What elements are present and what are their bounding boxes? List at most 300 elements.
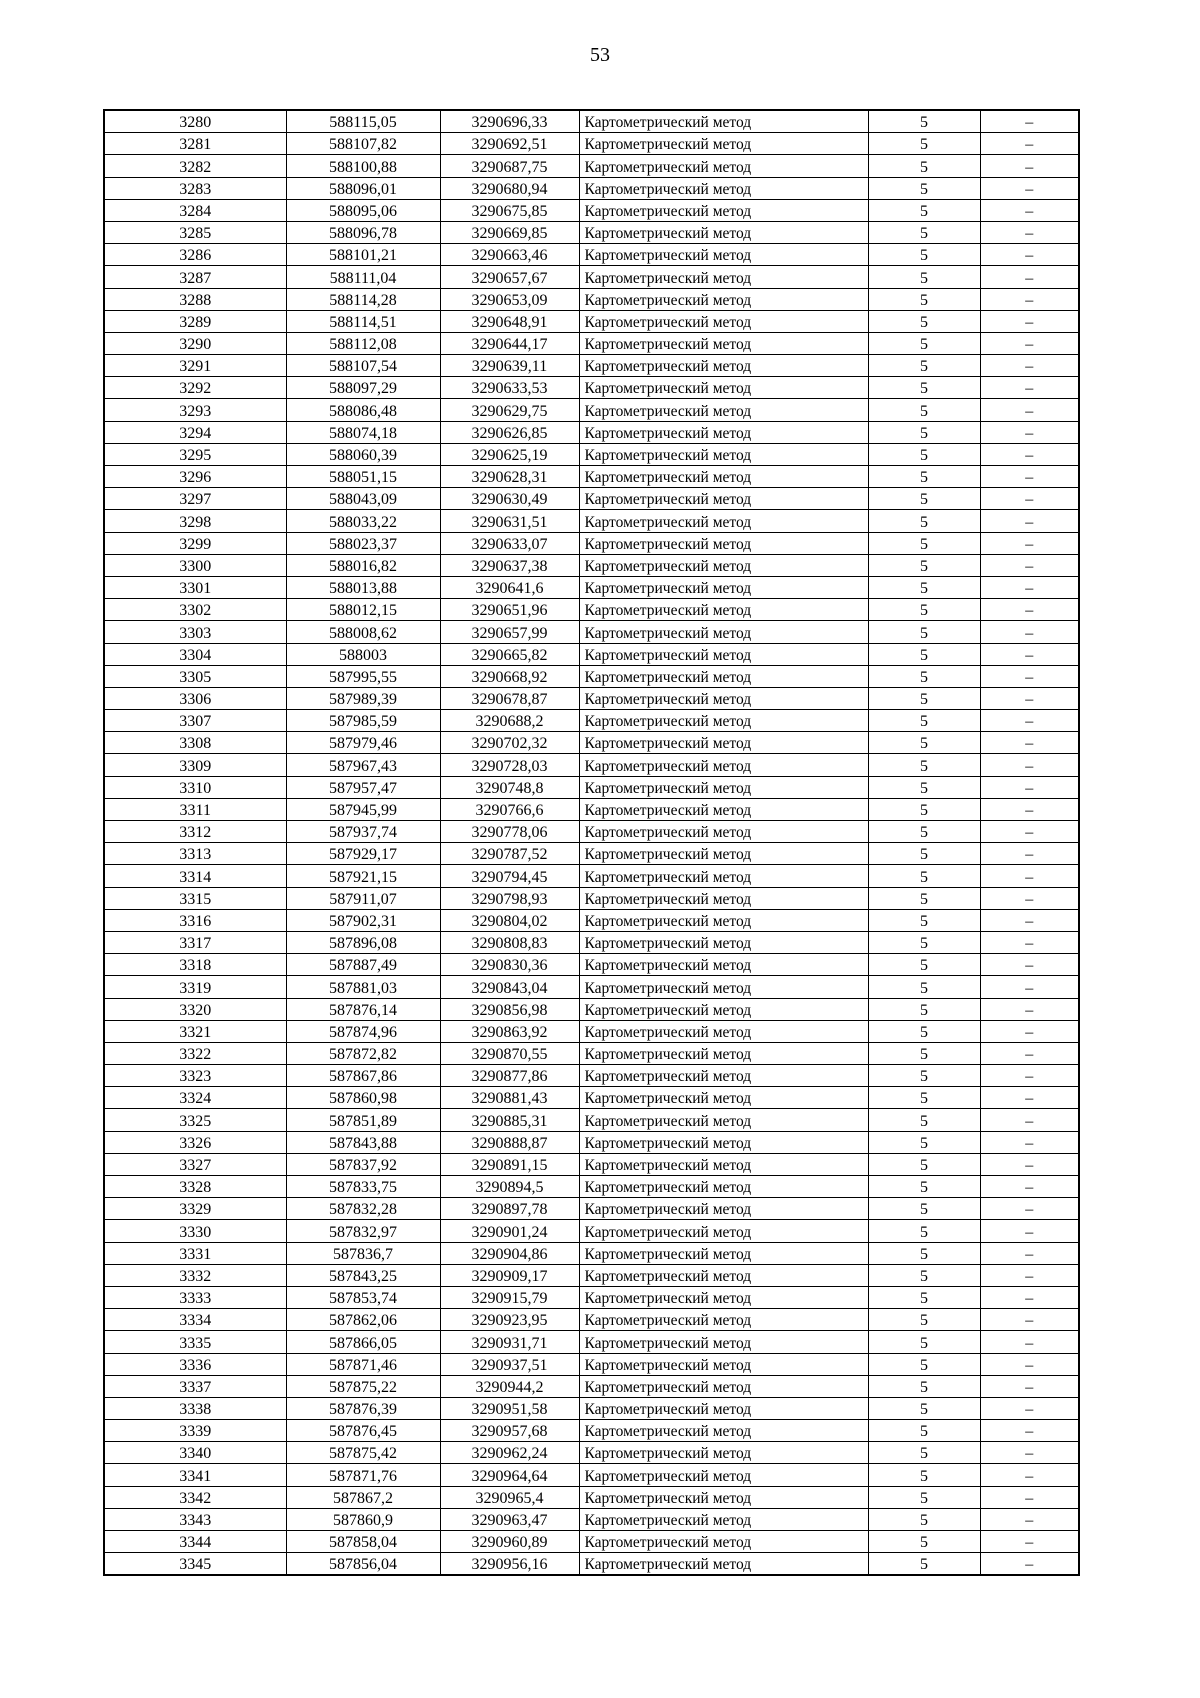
note-cell: – [980,1286,1079,1308]
accuracy-cell: 5 [868,1087,980,1109]
point-number-cell: 3295 [104,443,286,465]
x-coordinate-cell: 588008,62 [286,621,440,643]
note-cell: – [980,399,1079,421]
table-row [104,177,1079,199]
table-row [104,377,1079,399]
note-cell: – [980,155,1079,177]
accuracy-cell: 5 [868,177,980,199]
table-row [104,466,1079,488]
table-row [104,1020,1079,1042]
x-coordinate-cell: 587989,39 [286,687,440,709]
note-cell: – [980,554,1079,576]
y-coordinate-cell: 3290696,33 [440,110,579,133]
note-cell: – [980,266,1079,288]
accuracy-cell: 5 [868,421,980,443]
y-coordinate-cell: 3290962,24 [440,1442,579,1464]
table-row [104,133,1079,155]
note-cell: – [980,199,1079,221]
y-coordinate-cell: 3290675,85 [440,199,579,221]
accuracy-cell: 5 [868,554,980,576]
y-coordinate-cell: 3290863,92 [440,1020,579,1042]
table-row [104,1531,1079,1553]
point-number-cell: 3284 [104,199,286,221]
method-cell: Картометрический метод [579,843,868,865]
accuracy-cell: 5 [868,710,980,732]
note-cell: – [980,355,1079,377]
accuracy-cell: 5 [868,1065,980,1087]
accuracy-cell: 5 [868,998,980,1020]
point-number-cell: 3334 [104,1309,286,1331]
table-row [104,887,1079,909]
method-cell: Картометрический метод [579,310,868,332]
accuracy-cell: 5 [868,288,980,310]
x-coordinate-cell: 587995,55 [286,665,440,687]
y-coordinate-cell: 3290630,49 [440,488,579,510]
y-coordinate-cell: 3290794,45 [440,865,579,887]
note-cell: – [980,443,1079,465]
table-row [104,1131,1079,1153]
x-coordinate-cell: 587832,28 [286,1198,440,1220]
y-coordinate-cell: 3290901,24 [440,1220,579,1242]
x-coordinate-cell: 588033,22 [286,510,440,532]
note-cell: – [980,1464,1079,1486]
accuracy-cell: 5 [868,1176,980,1198]
method-cell: Картометрический метод [579,221,868,243]
table-row [104,621,1079,643]
note-cell: – [980,1176,1079,1198]
x-coordinate-cell: 587896,08 [286,931,440,953]
point-number-cell: 3339 [104,1420,286,1442]
point-number-cell: 3307 [104,710,286,732]
x-coordinate-cell: 587911,07 [286,887,440,909]
x-coordinate-cell: 587836,7 [286,1242,440,1264]
note-cell: – [980,1353,1079,1375]
accuracy-cell: 5 [868,732,980,754]
table-row [104,865,1079,887]
accuracy-cell: 5 [868,266,980,288]
method-cell: Картометрический метод [579,1420,868,1442]
y-coordinate-cell: 3290631,51 [440,510,579,532]
accuracy-cell: 5 [868,1508,980,1530]
table-row [104,1331,1079,1353]
accuracy-cell: 5 [868,1242,980,1264]
y-coordinate-cell: 3290877,86 [440,1065,579,1087]
note-cell: – [980,377,1079,399]
accuracy-cell: 5 [868,1042,980,1064]
table-row [104,1153,1079,1175]
table-row [104,1065,1079,1087]
point-number-cell: 3291 [104,355,286,377]
table-row [104,1375,1079,1397]
point-number-cell: 3305 [104,665,286,687]
y-coordinate-cell: 3290748,8 [440,776,579,798]
point-number-cell: 3337 [104,1375,286,1397]
method-cell: Картометрический метод [579,1331,868,1353]
method-cell: Картометрический метод [579,1131,868,1153]
y-coordinate-cell: 3290657,99 [440,621,579,643]
table-row [104,954,1079,976]
method-cell: Картометрический метод [579,1553,868,1576]
table-row [104,1198,1079,1220]
method-cell: Картометрический метод [579,155,868,177]
x-coordinate-cell: 587876,39 [286,1397,440,1419]
table-row [104,710,1079,732]
x-coordinate-cell: 587853,74 [286,1286,440,1308]
point-number-cell: 3325 [104,1109,286,1131]
note-cell: – [980,1508,1079,1530]
table-row [104,288,1079,310]
note-cell: – [980,998,1079,1020]
note-cell: – [980,621,1079,643]
point-number-cell: 3331 [104,1242,286,1264]
accuracy-cell: 5 [868,155,980,177]
accuracy-cell: 5 [868,1109,980,1131]
table-row [104,1242,1079,1264]
point-number-cell: 3327 [104,1153,286,1175]
method-cell: Картометрический метод [579,288,868,310]
accuracy-cell: 5 [868,576,980,598]
method-cell: Картометрический метод [579,710,868,732]
point-number-cell: 3302 [104,599,286,621]
method-cell: Картометрический метод [579,1264,868,1286]
table-row [104,1220,1079,1242]
accuracy-cell: 5 [868,532,980,554]
table-row [104,643,1079,665]
accuracy-cell: 5 [868,976,980,998]
table-row [104,576,1079,598]
method-cell: Картометрический метод [579,244,868,266]
method-cell: Картометрический метод [579,1087,868,1109]
x-coordinate-cell: 587851,89 [286,1109,440,1131]
note-cell: – [980,1042,1079,1064]
method-cell: Картометрический метод [579,621,868,643]
method-cell: Картометрический метод [579,443,868,465]
y-coordinate-cell: 3290629,75 [440,399,579,421]
x-coordinate-cell: 587832,97 [286,1220,440,1242]
accuracy-cell: 5 [868,843,980,865]
method-cell: Картометрический метод [579,643,868,665]
table-row [104,1353,1079,1375]
y-coordinate-cell: 3290728,03 [440,754,579,776]
method-cell: Картометрический метод [579,1442,868,1464]
x-coordinate-cell: 588111,04 [286,266,440,288]
x-coordinate-cell: 587860,98 [286,1087,440,1109]
table-row [104,1508,1079,1530]
point-number-cell: 3299 [104,532,286,554]
method-cell: Картометрический метод [579,1486,868,1508]
point-number-cell: 3330 [104,1220,286,1242]
point-number-cell: 3340 [104,1442,286,1464]
x-coordinate-cell: 587872,82 [286,1042,440,1064]
point-number-cell: 3308 [104,732,286,754]
x-coordinate-cell: 587858,04 [286,1531,440,1553]
table-row [104,443,1079,465]
x-coordinate-cell: 587957,47 [286,776,440,798]
y-coordinate-cell: 3290625,19 [440,443,579,465]
point-number-cell: 3329 [104,1198,286,1220]
point-number-cell: 3293 [104,399,286,421]
method-cell: Картометрический метод [579,665,868,687]
point-number-cell: 3287 [104,266,286,288]
y-coordinate-cell: 3290923,95 [440,1309,579,1331]
note-cell: – [980,798,1079,820]
accuracy-cell: 5 [868,1375,980,1397]
note-cell: – [980,1131,1079,1153]
note-cell: – [980,754,1079,776]
y-coordinate-cell: 3290956,16 [440,1553,579,1576]
x-coordinate-cell: 588115,05 [286,110,440,133]
coordinates-table-body [104,110,1079,1575]
point-number-cell: 3285 [104,221,286,243]
method-cell: Картометрический метод [579,998,868,1020]
table-row [104,1486,1079,1508]
point-number-cell: 3280 [104,110,286,133]
method-cell: Картометрический метод [579,377,868,399]
x-coordinate-cell: 587871,46 [286,1353,440,1375]
x-coordinate-cell: 587979,46 [286,732,440,754]
accuracy-cell: 5 [868,1153,980,1175]
point-number-cell: 3296 [104,466,286,488]
y-coordinate-cell: 3290804,02 [440,909,579,931]
point-number-cell: 3333 [104,1286,286,1308]
accuracy-cell: 5 [868,665,980,687]
y-coordinate-cell: 3290787,52 [440,843,579,865]
method-cell: Картометрический метод [579,1286,868,1308]
method-cell: Картометрический метод [579,1353,868,1375]
point-number-cell: 3314 [104,865,286,887]
y-coordinate-cell: 3290637,38 [440,554,579,576]
y-coordinate-cell: 3290963,47 [440,1508,579,1530]
x-coordinate-cell: 588013,88 [286,576,440,598]
x-coordinate-cell: 587945,99 [286,798,440,820]
point-number-cell: 3298 [104,510,286,532]
point-number-cell: 3318 [104,954,286,976]
note-cell: – [980,1486,1079,1508]
method-cell: Картометрический метод [579,576,868,598]
y-coordinate-cell: 3290897,78 [440,1198,579,1220]
x-coordinate-cell: 587937,74 [286,821,440,843]
x-coordinate-cell: 587874,96 [286,1020,440,1042]
y-coordinate-cell: 3290885,31 [440,1109,579,1131]
x-coordinate-cell: 587875,22 [286,1375,440,1397]
table-row [104,1109,1079,1131]
accuracy-cell: 5 [868,754,980,776]
y-coordinate-cell: 3290870,55 [440,1042,579,1064]
method-cell: Картометрический метод [579,1375,868,1397]
table-row [104,821,1079,843]
table-row [104,665,1079,687]
x-coordinate-cell: 588003 [286,643,440,665]
point-number-cell: 3321 [104,1020,286,1042]
x-coordinate-cell: 588100,88 [286,155,440,177]
point-number-cell: 3343 [104,1508,286,1530]
y-coordinate-cell: 3290678,87 [440,687,579,709]
y-coordinate-cell: 3290663,46 [440,244,579,266]
method-cell: Картометрический метод [579,355,868,377]
note-cell: – [980,909,1079,931]
accuracy-cell: 5 [868,1353,980,1375]
table-row [104,310,1079,332]
table-row [104,843,1079,865]
accuracy-cell: 5 [868,1220,980,1242]
y-coordinate-cell: 3290668,92 [440,665,579,687]
method-cell: Картометрический метод [579,399,868,421]
y-coordinate-cell: 3290944,2 [440,1375,579,1397]
y-coordinate-cell: 3290644,17 [440,332,579,354]
method-cell: Картометрический метод [579,133,868,155]
x-coordinate-cell: 588043,09 [286,488,440,510]
note-cell: – [980,288,1079,310]
x-coordinate-cell: 587866,05 [286,1331,440,1353]
y-coordinate-cell: 3290702,32 [440,732,579,754]
table-row [104,244,1079,266]
y-coordinate-cell: 3290651,96 [440,599,579,621]
x-coordinate-cell: 588016,82 [286,554,440,576]
method-cell: Картометрический метод [579,954,868,976]
accuracy-cell: 5 [868,776,980,798]
accuracy-cell: 5 [868,110,980,133]
x-coordinate-cell: 588114,28 [286,288,440,310]
table-row [104,510,1079,532]
table-row [104,399,1079,421]
method-cell: Картометрический метод [579,865,868,887]
accuracy-cell: 5 [868,133,980,155]
method-cell: Картометрический метод [579,687,868,709]
point-number-cell: 3301 [104,576,286,598]
note-cell: – [980,332,1079,354]
x-coordinate-cell: 587862,06 [286,1309,440,1331]
note-cell: – [980,887,1079,909]
note-cell: – [980,1242,1079,1264]
table-row [104,776,1079,798]
y-coordinate-cell: 3290881,43 [440,1087,579,1109]
note-cell: – [980,732,1079,754]
note-cell: – [980,976,1079,998]
x-coordinate-cell: 588023,37 [286,532,440,554]
point-number-cell: 3338 [104,1397,286,1419]
table-row [104,355,1079,377]
y-coordinate-cell: 3290960,89 [440,1531,579,1553]
table-row [104,155,1079,177]
table-row [104,931,1079,953]
note-cell: – [980,221,1079,243]
x-coordinate-cell: 587967,43 [286,754,440,776]
note-cell: – [980,1397,1079,1419]
x-coordinate-cell: 588012,15 [286,599,440,621]
point-number-cell: 3341 [104,1464,286,1486]
table-row [104,909,1079,931]
accuracy-cell: 5 [868,1331,980,1353]
x-coordinate-cell: 588095,06 [286,199,440,221]
table-row [104,976,1079,998]
accuracy-cell: 5 [868,377,980,399]
note-cell: – [980,665,1079,687]
note-cell: – [980,488,1079,510]
method-cell: Картометрический метод [579,332,868,354]
y-coordinate-cell: 3290626,85 [440,421,579,443]
y-coordinate-cell: 3290641,6 [440,576,579,598]
method-cell: Картометрический метод [579,488,868,510]
note-cell: – [980,510,1079,532]
accuracy-cell: 5 [868,887,980,909]
point-number-cell: 3288 [104,288,286,310]
note-cell: – [980,177,1079,199]
x-coordinate-cell: 588107,82 [286,133,440,155]
accuracy-cell: 5 [868,443,980,465]
point-number-cell: 3304 [104,643,286,665]
table-row [104,798,1079,820]
note-cell: – [980,576,1079,598]
point-number-cell: 3303 [104,621,286,643]
x-coordinate-cell: 587921,15 [286,865,440,887]
point-number-cell: 3322 [104,1042,286,1064]
method-cell: Картометрический метод [579,1531,868,1553]
table-row [104,998,1079,1020]
method-cell: Картометрический метод [579,754,868,776]
y-coordinate-cell: 3290798,93 [440,887,579,909]
y-coordinate-cell: 3290904,86 [440,1242,579,1264]
y-coordinate-cell: 3290628,31 [440,466,579,488]
point-number-cell: 3336 [104,1353,286,1375]
x-coordinate-cell: 587929,17 [286,843,440,865]
point-number-cell: 3319 [104,976,286,998]
accuracy-cell: 5 [868,1486,980,1508]
accuracy-cell: 5 [868,954,980,976]
point-number-cell: 3332 [104,1264,286,1286]
y-coordinate-cell: 3290891,15 [440,1153,579,1175]
method-cell: Картометрический метод [579,1464,868,1486]
point-number-cell: 3320 [104,998,286,1020]
note-cell: – [980,1198,1079,1220]
note-cell: – [980,687,1079,709]
y-coordinate-cell: 3290766,6 [440,798,579,820]
method-cell: Картометрический метод [579,1176,868,1198]
table-row [104,754,1079,776]
y-coordinate-cell: 3290639,11 [440,355,579,377]
y-coordinate-cell: 3290909,17 [440,1264,579,1286]
table-row [104,732,1079,754]
table-row [104,532,1079,554]
point-number-cell: 3297 [104,488,286,510]
y-coordinate-cell: 3290680,94 [440,177,579,199]
x-coordinate-cell: 587871,76 [286,1464,440,1486]
method-cell: Картометрический метод [579,177,868,199]
point-number-cell: 3290 [104,332,286,354]
note-cell: – [980,1220,1079,1242]
y-coordinate-cell: 3290957,68 [440,1420,579,1442]
y-coordinate-cell: 3290648,91 [440,310,579,332]
table-row [104,554,1079,576]
y-coordinate-cell: 3290669,85 [440,221,579,243]
y-coordinate-cell: 3290830,36 [440,954,579,976]
table-row [104,1264,1079,1286]
note-cell: – [980,1087,1079,1109]
method-cell: Картометрический метод [579,421,868,443]
method-cell: Картометрический метод [579,1508,868,1530]
x-coordinate-cell: 587902,31 [286,909,440,931]
x-coordinate-cell: 587867,2 [286,1486,440,1508]
y-coordinate-cell: 3290843,04 [440,976,579,998]
x-coordinate-cell: 587876,45 [286,1420,440,1442]
note-cell: – [980,1420,1079,1442]
method-cell: Картометрический метод [579,1153,868,1175]
method-cell: Картометрический метод [579,1042,868,1064]
accuracy-cell: 5 [868,1309,980,1331]
y-coordinate-cell: 3290665,82 [440,643,579,665]
point-number-cell: 3324 [104,1087,286,1109]
y-coordinate-cell: 3290951,58 [440,1397,579,1419]
point-number-cell: 3312 [104,821,286,843]
